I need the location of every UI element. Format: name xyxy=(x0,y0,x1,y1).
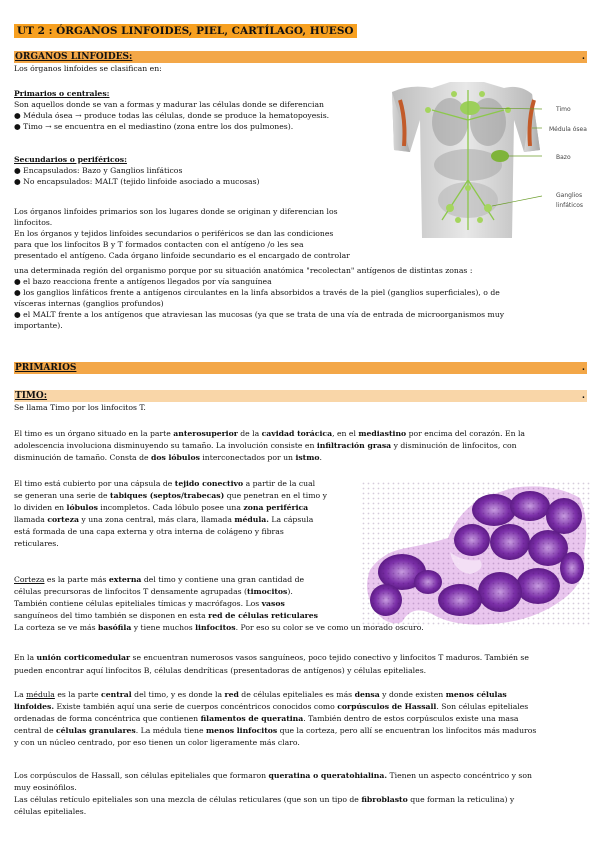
paragraph-line xyxy=(14,665,426,676)
text-run: se generan una serie de xyxy=(14,491,111,500)
text-run: central de xyxy=(14,726,56,735)
text-run: y disminución de linfocitos, con xyxy=(391,441,517,450)
text-run: interconectados por un xyxy=(199,453,296,462)
figure-label-timo: Timo xyxy=(556,106,571,113)
bold-term: basófila xyxy=(98,623,132,632)
paragraph-line xyxy=(14,725,536,736)
text-run: llamada xyxy=(14,515,48,524)
paragraph-line xyxy=(14,514,313,525)
text-run: está formada de una capa externa y otra interna de colágeno y fibras xyxy=(14,527,284,536)
text-run: es la parte xyxy=(54,690,102,699)
text-run: y con un núcleo centrado, por eso tienen un color ligeramente más claro. xyxy=(14,738,300,747)
text-run: El timo es un órgano situado en la parte xyxy=(14,429,174,438)
figure-label-linfaticos: linfáticos xyxy=(556,202,584,209)
text-run: En la xyxy=(14,653,37,662)
bullet-ganglios-line2: vísceras internas (ganglios profundos) xyxy=(14,299,164,308)
paragraph-line xyxy=(14,806,86,817)
bold-term: vasos xyxy=(261,599,285,608)
primarios-definition: Son aquellos donde se van a formas y madurar las células donde se diferencian xyxy=(14,100,324,109)
paragraph-primarios-line1: Los órganos linfoides primarios son los lugares donde se originan y diferencian los xyxy=(14,207,338,216)
text-run: sanguíneos del timo también se disponen en esta xyxy=(14,611,209,620)
secundarios-heading: Secundarios o periféricos: xyxy=(14,155,127,164)
text-run: es la parte más xyxy=(44,575,109,584)
text-run: . También dentro de estos corpúsculos existe una masa xyxy=(303,714,519,723)
timo-p1-line3 xyxy=(14,452,322,463)
heading-text: PRIMARIOS xyxy=(15,363,77,373)
paragraph-line xyxy=(14,713,519,724)
text-run: Existe también aquí una serie de cuerpos concéntricos conocidos como xyxy=(54,702,338,711)
text-run: , en el xyxy=(332,429,359,438)
text-run: se encuentran numerosos vasos sanguíneos, poco tejido conectivo y linfocitos T maduros. También se xyxy=(130,653,529,662)
bold-term: dos lóbulos xyxy=(151,453,200,462)
text-run: La cápsula xyxy=(268,515,314,524)
bold-term: anterosuperior xyxy=(173,429,238,438)
paragraph-line xyxy=(14,502,308,513)
text-run: y tiene muchos xyxy=(131,623,196,632)
text-run: a partir de la cual xyxy=(243,479,316,488)
text-run: disminución de tamaño. Consta de xyxy=(14,453,151,462)
bold-term: filamentos de queratina xyxy=(200,714,304,723)
underlined-term: Corteza xyxy=(14,575,45,584)
text-run: de la xyxy=(237,429,262,438)
text-run: ). xyxy=(287,587,293,596)
bold-term: zona periférica xyxy=(243,503,309,512)
figure-label-bazo: Bazo xyxy=(556,154,571,161)
heading-dot: . xyxy=(581,363,585,373)
bold-term: infiltración grasa xyxy=(316,441,392,450)
bullet-malt-line2: importante). xyxy=(14,321,63,330)
heading-dot: . xyxy=(581,52,585,62)
paragraph-line xyxy=(14,526,284,537)
bold-term: istmo xyxy=(295,453,320,462)
bold-term: médula. xyxy=(234,515,269,524)
timo-name-origin: Se llama Timo por los linfocitos T. xyxy=(14,403,146,412)
bold-term: timocitos xyxy=(247,587,288,596)
text-run: que forman la reticulina) y xyxy=(407,795,515,804)
text-run: y donde existen xyxy=(379,690,446,699)
bold-term: linfocitos xyxy=(195,623,236,632)
paragraph-line xyxy=(14,574,304,585)
paragraph-line xyxy=(14,478,315,489)
paragraph-line xyxy=(14,701,528,712)
text-run: Tienen un aspecto concéntrico y son xyxy=(387,771,532,780)
bold-term: tabiques (septos/trabecas) xyxy=(110,491,225,500)
text-run: pueden encontrar aquí linfocitos B, células dendríticas (presentadoras de antígenos) y células epiteliales. xyxy=(14,666,427,675)
text-run: . Por eso su color se ve como un morado oscuro. xyxy=(235,623,424,632)
heading-text: ORGANOS LINFOIDES: xyxy=(15,52,133,62)
thymus-histology-figure xyxy=(362,482,590,627)
underlined-term: médula xyxy=(26,690,55,699)
paragraph-line xyxy=(14,689,507,700)
paragraph-line xyxy=(14,652,529,663)
paragraph-line xyxy=(14,586,293,597)
bold-term: corteza xyxy=(47,515,79,524)
bold-term: mediastino xyxy=(358,429,407,438)
bullet-malt-line1: ● el MALT frente a los antígenos que atraviesan las mucosas (ya que se trata de una vía de entrada de microorganismos muy xyxy=(14,310,505,319)
text-run: muy eosinófilos. xyxy=(14,783,77,792)
bold-term: densa xyxy=(354,690,380,699)
figure-label-ganglios: Ganglios xyxy=(556,192,583,199)
section-heading-organos-linfoides xyxy=(14,51,587,63)
text-run: La corteza se ve más xyxy=(14,623,98,632)
bold-term: unión corticomedular xyxy=(36,653,131,662)
text-run: Las células retículo epiteliales son una mezcla de células reticulares (que son un tipo de xyxy=(14,795,362,804)
bold-term: red xyxy=(224,690,239,699)
bold-term: fibroblasto xyxy=(361,795,408,804)
section-heading-primarios xyxy=(14,362,587,374)
bullet-bazo: ● el bazo reacciona frente a antígenos llegados por vía sanguínea xyxy=(14,277,272,286)
text-run: Los corpúsculos de Hassall, son células epiteliales que formaron xyxy=(14,771,269,780)
bold-term: tejido conectivo xyxy=(174,479,244,488)
bold-term: linfoides. xyxy=(14,702,55,711)
paragraph-primarios-line2: linfocitos. xyxy=(14,218,53,227)
text-run: del timo, y es donde la xyxy=(131,690,225,699)
secundarios-bullet-encapsulados: ● Encapsulados: Bazo y Ganglios linfáticos xyxy=(14,166,183,175)
paragraph-line xyxy=(14,782,77,793)
section-heading-timo xyxy=(14,390,587,402)
text-run: . Son células epiteliales xyxy=(436,702,529,711)
bold-term: queratina o queratohialina. xyxy=(268,771,388,780)
timo-p1-line2 xyxy=(14,440,517,451)
bold-term: menos células xyxy=(445,690,507,699)
paragraph-line xyxy=(14,794,514,805)
text-run: ordenadas de forma concéntrica que contienen xyxy=(14,714,201,723)
paragraph-line xyxy=(14,538,59,549)
bold-term: células granulares xyxy=(55,726,136,735)
paragraph-secundarios-line3: presentado el antígeno. Cada órgano linfoide secundario es el encargado de controlar xyxy=(14,251,350,260)
text-run: También contiene células epiteliales tímicas y macrófagos. Los xyxy=(14,599,262,608)
intro-text: Los órganos linfoides se clasifican en: xyxy=(14,64,162,73)
text-run: por encima del corazón. En la xyxy=(406,429,526,438)
text-run: y una zona central, más clara, llamada xyxy=(78,515,235,524)
bold-term: cavidad torácica xyxy=(261,429,333,438)
paragraph-line xyxy=(14,770,532,781)
text-run: lo dividen en xyxy=(14,503,67,512)
timo-p1-line1 xyxy=(14,428,525,439)
text-run: reticulares. xyxy=(14,539,59,548)
paragraph-line xyxy=(14,737,300,748)
bold-term: corpúsculos de Hassall xyxy=(337,702,437,711)
text-run: células epiteliales. xyxy=(14,807,87,816)
paragraph-secundarios-line2: para que los linfocitos B y T formados contacten con el antígeno /o les sea xyxy=(14,240,304,249)
text-run: de células epiteliales es más xyxy=(238,690,355,699)
paragraph-secundarios-line4: una determinada región del organismo porque por su situación anatómica "recolectan" antígenos de distintas zonas : xyxy=(14,266,473,275)
text-run: El timo está cubierto por una cápsula de xyxy=(14,479,175,488)
paragraph-line xyxy=(14,598,285,609)
bold-term: red de células reticulares xyxy=(208,611,318,620)
primarios-bullet-medula: ● Médula ósea → produce todas las células, donde se produce la hematopoyesis. xyxy=(14,111,330,120)
heading-dot: . xyxy=(581,391,585,401)
text-run: La xyxy=(14,690,27,699)
document-title: UT 2 : ÓRGANOS LINFOIDES, PIEL, CARTÍLAGO, HUESO xyxy=(14,24,357,38)
secundarios-bullet-no-encapsulados: ● No encapsulados: MALT (tejido linfoide asociado a mucosas) xyxy=(14,177,260,186)
bold-term: externa xyxy=(108,575,142,584)
text-run: del timo y contiene una gran cantidad de xyxy=(141,575,305,584)
heading-text: TIMO: xyxy=(15,391,48,401)
text-run: . La médula tiene xyxy=(135,726,206,735)
bullet-ganglios-line1: ● los ganglios linfáticos frente a antígenos circulantes en la linfa absorbidos a través de la piel (ganglios superficiales), o de xyxy=(14,288,500,297)
paragraph-secundarios-line1: En los órganos y tejidos linfoides secundarios o periféricos se dan las condiciones xyxy=(14,229,334,238)
text-run: adolescencia involuciona disminuyendo su tamaño. La involución consiste en xyxy=(14,441,317,450)
bold-term: central xyxy=(101,690,132,699)
text-run: . xyxy=(319,453,322,462)
figure-label-medula: Médula ósea xyxy=(549,126,587,133)
text-run: que la corteza, pero allí se encuentran los linfocitos más maduros xyxy=(277,726,537,735)
primarios-heading: Primarios o centrales: xyxy=(14,89,110,98)
bold-term: menos linfocitos xyxy=(206,726,278,735)
text-run: que penetran en el timo y xyxy=(224,491,327,500)
primarios-bullet-timo: ● Timo → se encuentra en el mediastino (zona entre los dos pulmones). xyxy=(14,122,294,131)
paragraph-line xyxy=(14,610,318,621)
text-run: incompletos. Cada lóbulo posee una xyxy=(97,503,244,512)
paragraph-line xyxy=(14,490,327,501)
bold-term: lóbulos xyxy=(66,503,98,512)
text-run: células precursoras de linfocitos T densamente agrupadas ( xyxy=(14,587,248,596)
